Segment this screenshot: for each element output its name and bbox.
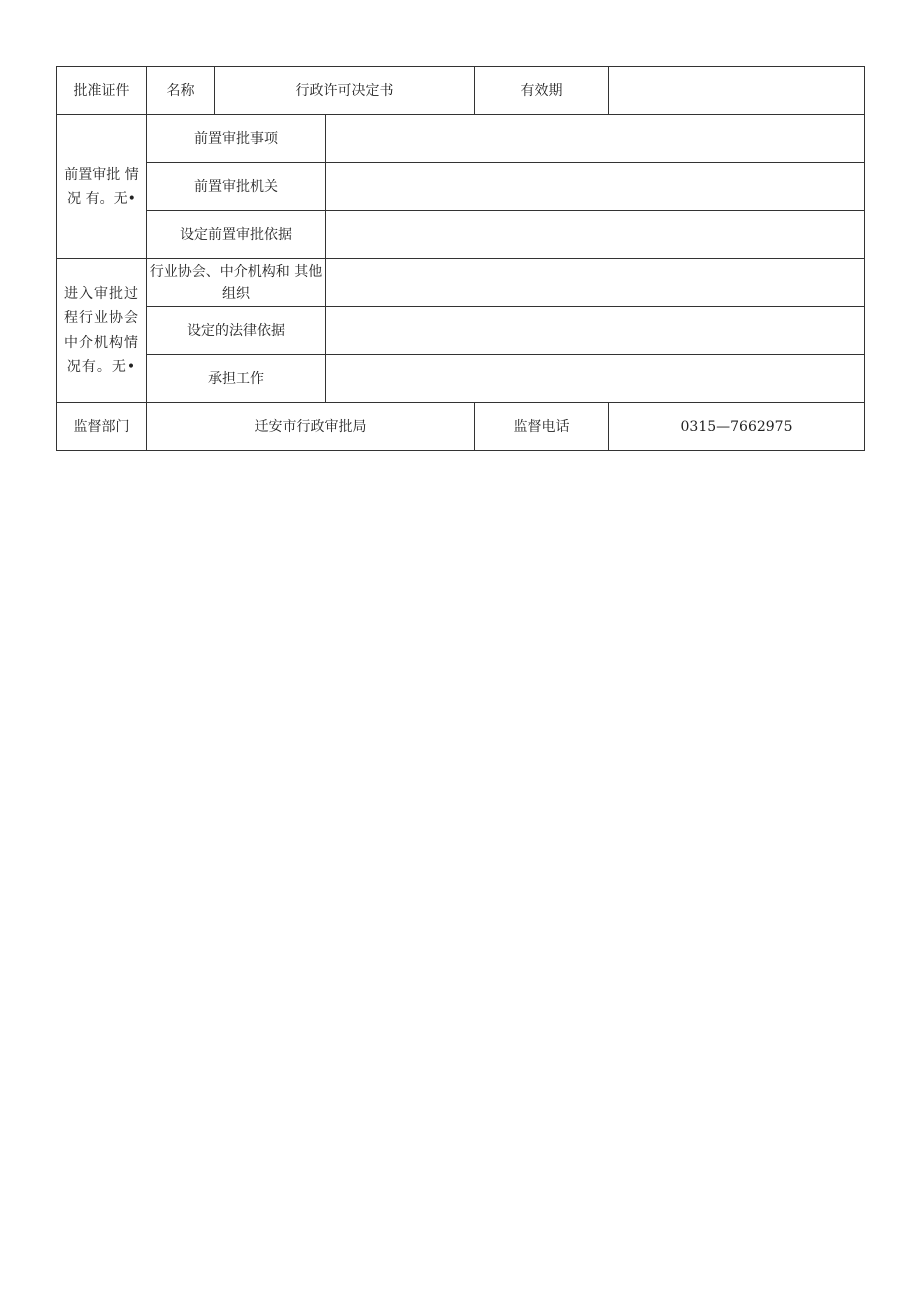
pre-approval-row [57, 115, 865, 163]
intermediary-group-cell [57, 259, 147, 403]
supervision-phone-value: 0315—7662975 [609, 403, 865, 451]
supervision-dept-value: 迁安市行政审批局 [147, 403, 475, 451]
pre-approval-basis-value [326, 211, 865, 259]
legal-basis-value [326, 307, 865, 355]
intermediary-row [57, 307, 865, 355]
pre-approval-row [57, 163, 865, 211]
intermediary-org-value [326, 259, 865, 307]
pre-approval-authority-value [326, 163, 865, 211]
pre-approval-basis-label: 设定前置审批依据 [147, 211, 326, 259]
intermediary-org-cell [147, 259, 326, 307]
certificate-name-label: 名称 [147, 67, 215, 115]
undertaken-work-value [326, 355, 865, 403]
legal-basis-label: 设定的法律依据 [147, 307, 326, 355]
pre-approval-item-value [326, 115, 865, 163]
supervision-phone-label: 监督电话 [475, 403, 609, 451]
supervision-dept-label: 监督部门 [57, 403, 147, 451]
approval-info-table [56, 66, 865, 451]
intermediary-group-label: 进入审批过程行业协会中介机构情况有。无• [64, 285, 139, 375]
certificate-row [57, 67, 865, 115]
validity-label: 有效期 [475, 67, 609, 115]
pre-approval-item-label: 前置审批事项 [147, 115, 326, 163]
pre-approval-group-label: 前置审批 情况 有。无• [64, 166, 139, 207]
pre-approval-group-cell [57, 115, 147, 259]
undertaken-work-label: 承担工作 [147, 355, 326, 403]
intermediary-row [57, 259, 865, 307]
certificate-label: 批准证件 [57, 67, 147, 115]
intermediary-row [57, 355, 865, 403]
pre-approval-row [57, 211, 865, 259]
intermediary-org-label: 行业协会、中介机构和 其他组织 [149, 263, 323, 302]
validity-value [609, 67, 865, 115]
pre-approval-authority-label: 前置审批机关 [147, 163, 326, 211]
certificate-name-value: 行政许可决定书 [215, 67, 475, 115]
supervision-row [57, 403, 865, 451]
